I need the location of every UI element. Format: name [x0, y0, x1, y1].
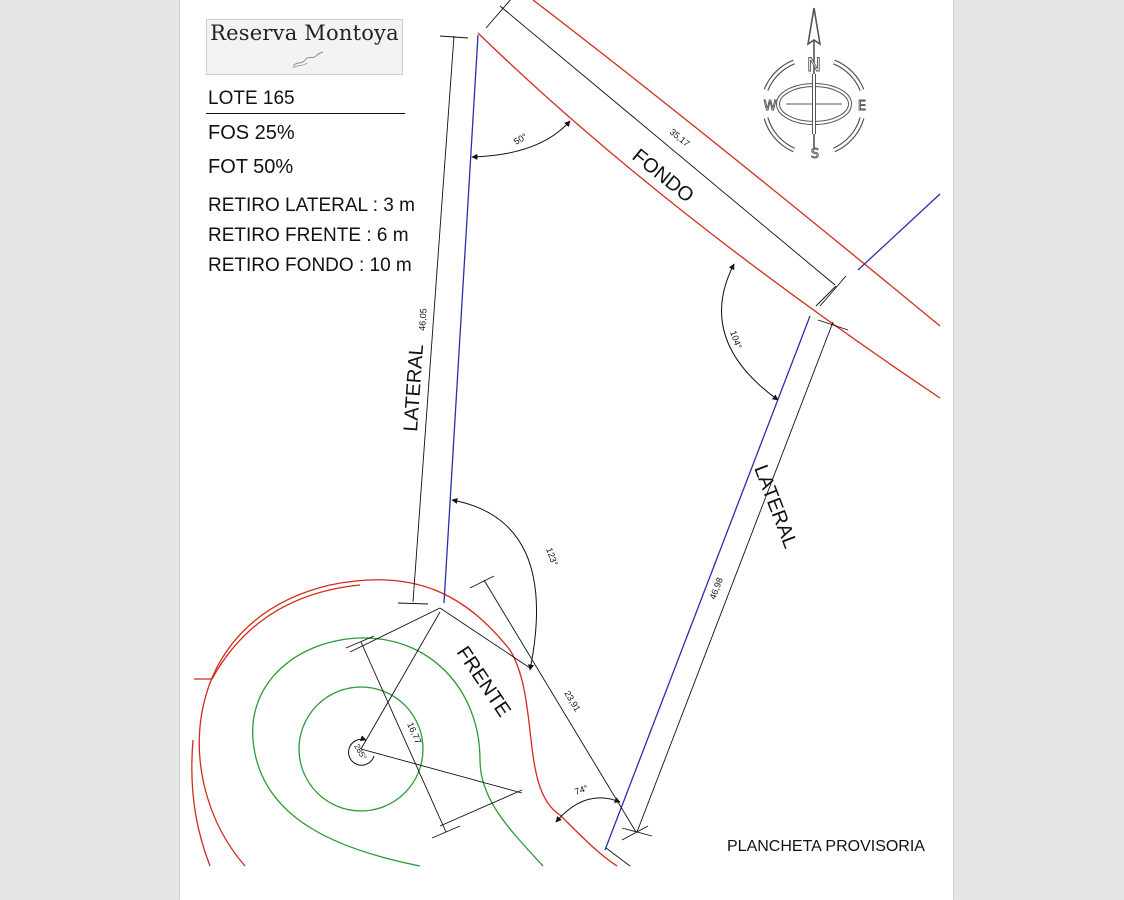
angle-label-center: 285°	[352, 742, 369, 762]
contour-outer	[253, 638, 543, 866]
dim-label-lateral-left: 46,05	[417, 307, 429, 332]
setback-lateral: RETIRO LATERAL : 3 m	[208, 195, 415, 216]
dim-radius	[361, 642, 446, 832]
angle-label-top-left: 50°	[512, 131, 529, 147]
cul-de-sac-left-edge	[192, 740, 210, 866]
north-arrow-icon	[808, 8, 820, 44]
lateral-right-line	[605, 316, 810, 850]
dim-lateral-right	[637, 322, 833, 832]
label-frente: FRENTE	[451, 642, 515, 722]
setback-frente: RETIRO FRENTE : 6 m	[208, 225, 409, 246]
lateral-left-line	[444, 35, 478, 603]
lot-title-underline	[206, 113, 405, 114]
angle-label-top-right: 104°	[728, 329, 744, 351]
radius-line-top	[361, 612, 440, 749]
angle-label-bottom-left: 123°	[544, 546, 560, 568]
contour-circles	[253, 638, 543, 866]
compass-w: W	[763, 99, 777, 114]
brand-logo	[206, 19, 403, 75]
fondo-street-outer-edge	[533, 0, 940, 326]
plan-labels	[352, 127, 801, 797]
label-lateral-right: LATERAL	[749, 461, 802, 552]
dim-label-radius: 16,77	[405, 720, 424, 746]
angle-arcs	[349, 121, 778, 822]
compass-s: S	[810, 147, 820, 162]
label-lateral-left: LATERAL	[400, 343, 429, 433]
dim-label-frente-chord: 23,91	[562, 688, 583, 714]
compass-n: N	[806, 54, 822, 76]
compass-rose	[763, 8, 862, 150]
dim-label-lateral-right: 46,98	[707, 576, 725, 601]
fondo-lot-edge	[478, 33, 940, 398]
radius-line-bottom	[361, 749, 522, 793]
lot-side-lines	[444, 35, 940, 850]
logo-wave-icon	[291, 51, 325, 69]
angle-label-bottom-right: 74°	[573, 782, 590, 797]
label-fondo: FONDO	[627, 144, 698, 208]
street-boundary-lines	[192, 0, 940, 866]
brand-name: Reserva Montoya	[210, 21, 399, 45]
plancheta-note: PLANCHETA PROVISORIA	[727, 838, 925, 855]
angle-arc-bottom-right	[556, 798, 620, 822]
lot-fos: FOS 25%	[208, 122, 295, 144]
lot-title: LOTE 165	[208, 88, 295, 109]
dim-label-fondo: 35,17	[667, 126, 692, 149]
setback-fondo: RETIRO FONDO : 10 m	[208, 255, 412, 276]
compass-e: E	[857, 99, 867, 114]
neighbor-lot-line	[858, 194, 940, 270]
lot-fot: FOT 50%	[208, 156, 294, 178]
